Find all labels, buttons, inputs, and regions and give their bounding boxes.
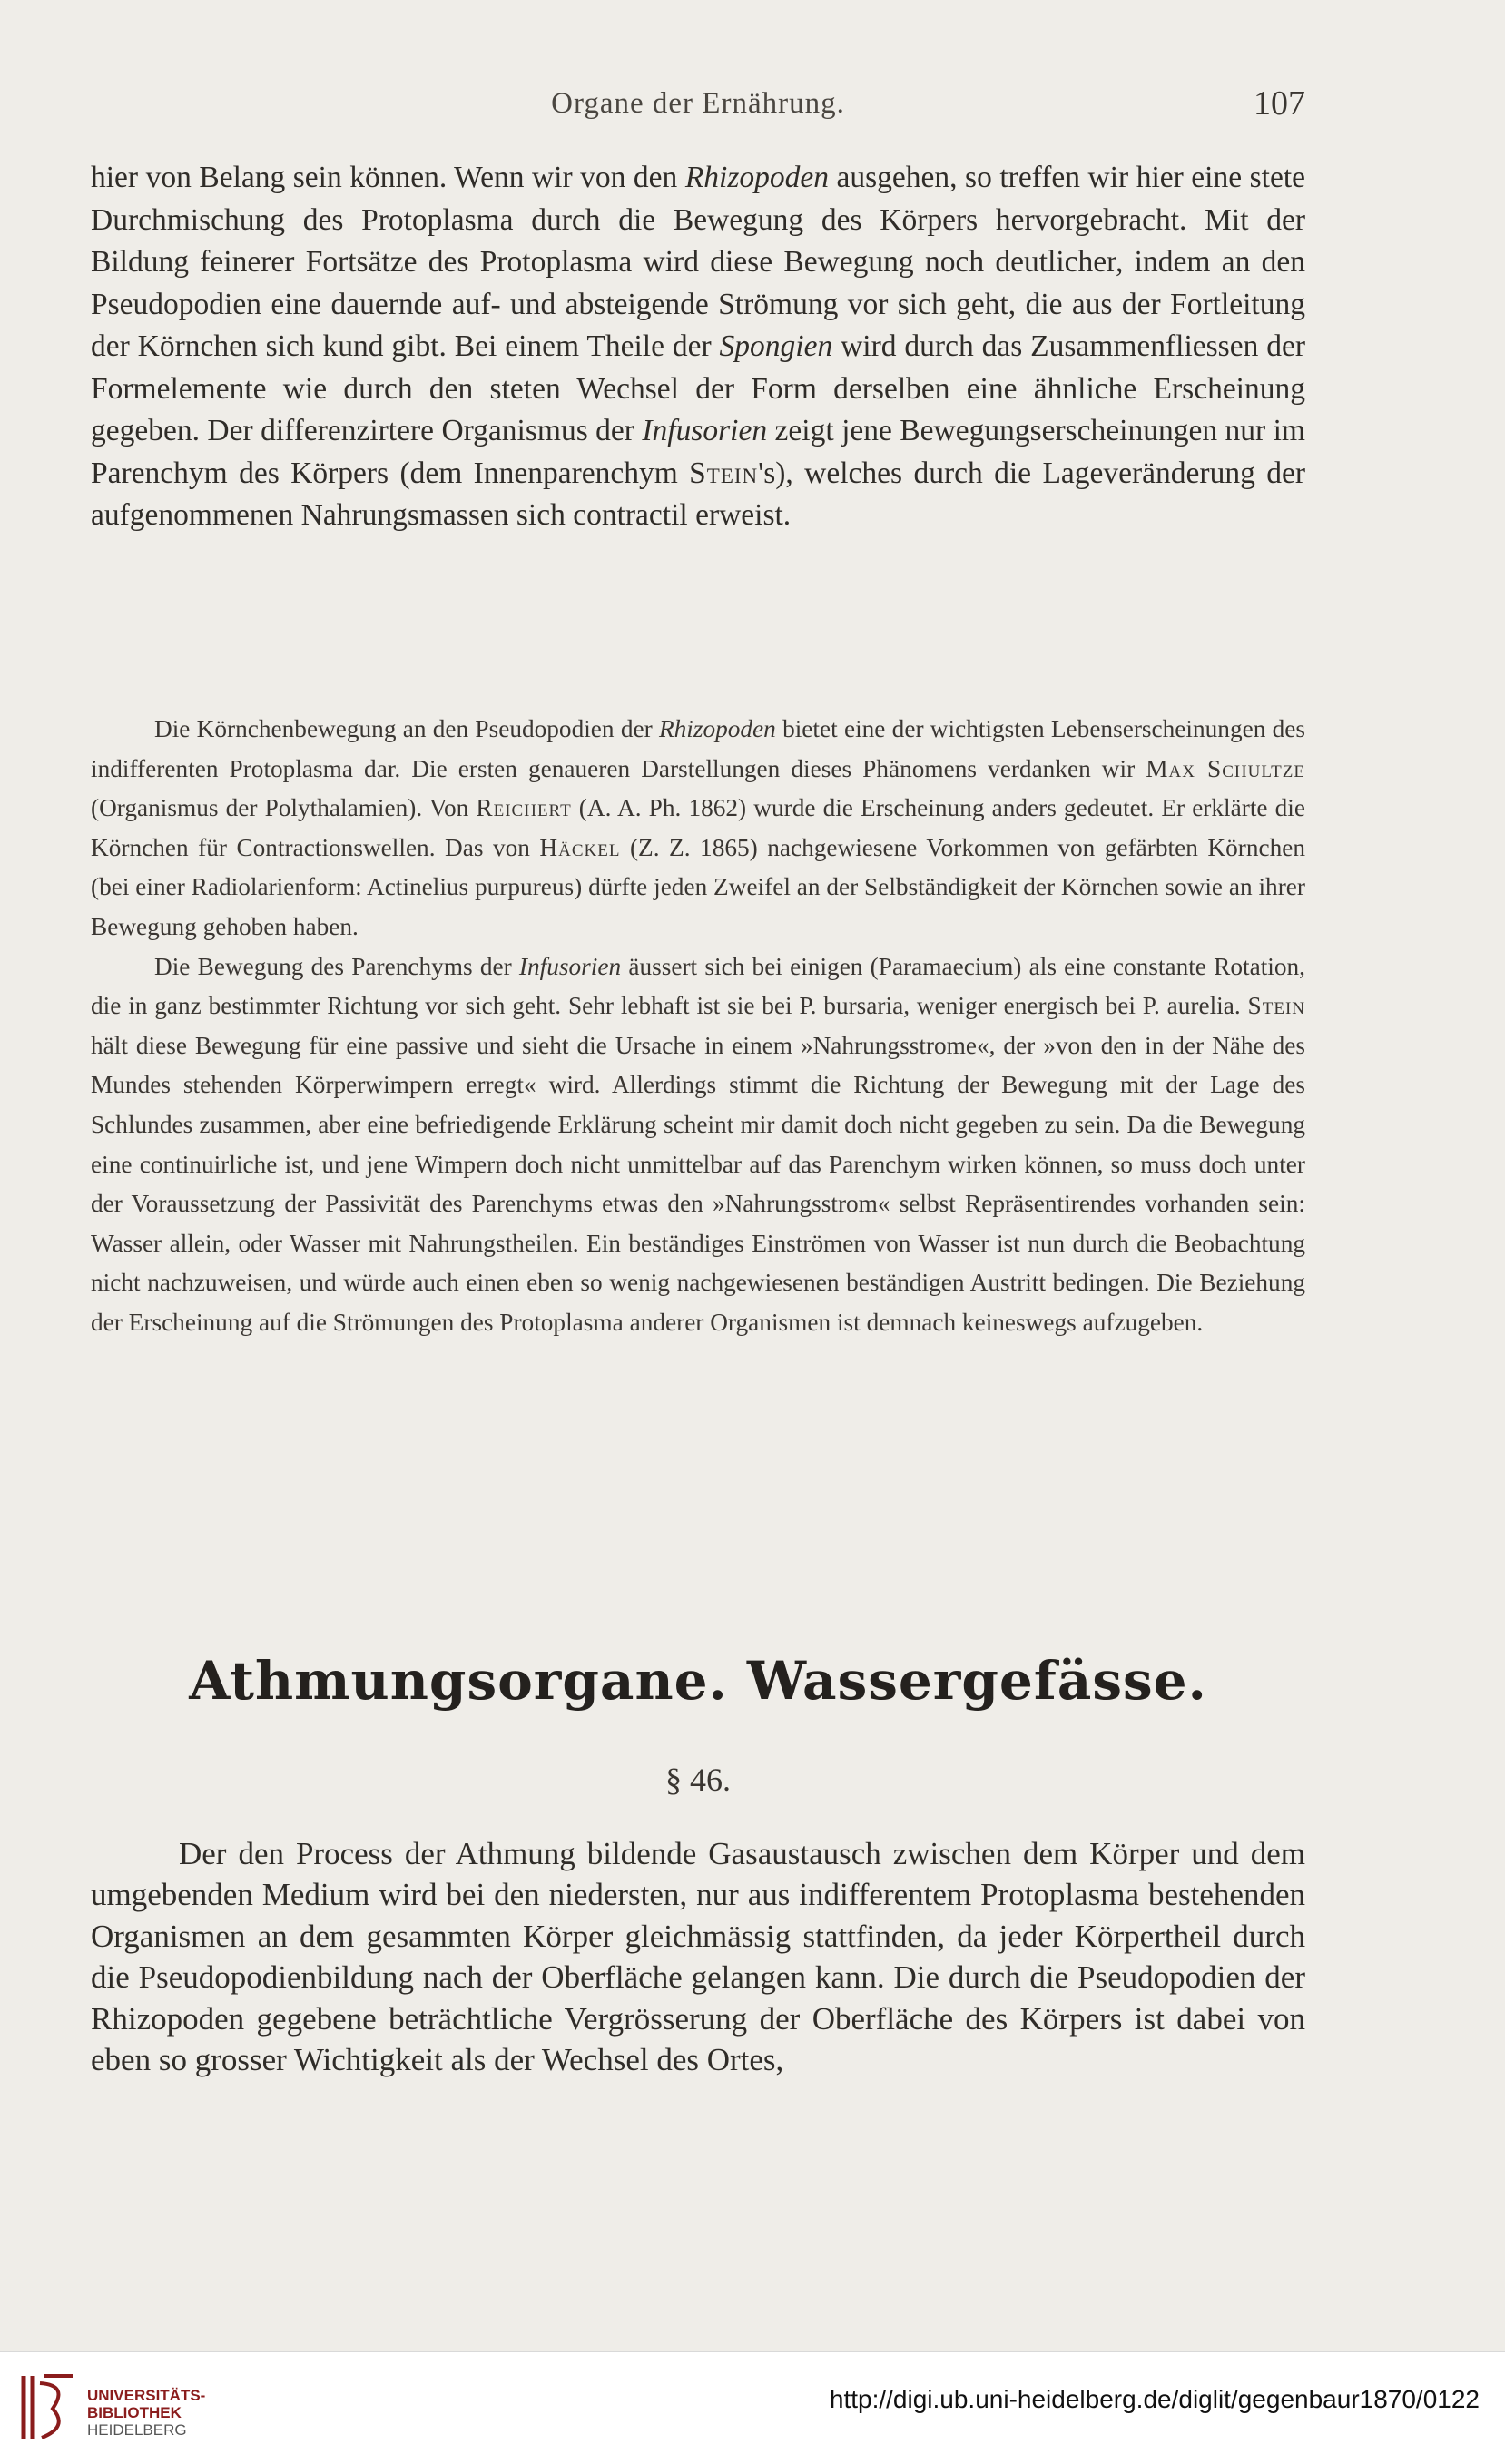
- library-line: HEIDELBERG: [87, 2421, 187, 2439]
- section-paragraph: [91, 1833, 1305, 2080]
- italic-term: Infusorien: [518, 952, 622, 980]
- author-name: Max Schultze: [1146, 754, 1305, 782]
- author-name: Stein: [1247, 992, 1305, 1020]
- running-title: Organe der Ernährung.: [551, 87, 845, 120]
- italic-term: Spongien: [719, 329, 833, 363]
- italic-term: Infusorien: [642, 414, 768, 447]
- library-line: UNIVERSITÄTS-: [87, 2387, 206, 2404]
- italic-term: Rhizopoden: [684, 161, 829, 194]
- page-number: 107: [1254, 84, 1305, 123]
- section-number: § 46.: [665, 1762, 731, 1798]
- author-name: Stein: [689, 456, 759, 490]
- note-paragraph: Die Körnchenbewegung an den Pseudopodien der Rhizopoden bietet eine der wichtigsten Lebenserscheinungen des indifferenten Protoplasma dar. Die ersten genaueren Darstellungen dieses Phänomens verdanken wir Max Schultze (Organismus der Polythalamien). Von Reichert (A. A. Ph. 1862) wurde die Erscheinung anders gedeutet. Er erklärte die Körnchen für Contractionswellen. Das von Häckel (Z. Z. 1865) nachgewiesene Vorkommen von gefärbten Körnchen (bei einer Radiolarienform: Actinelius purpureus) dürfte jeden Zweifel an der Selbständigkeit der Körnchen sowie an ihrer Bewegung gehoben haben.: [91, 715, 1306, 940]
- ub-heidelberg-logo-icon[interactable]: [16, 2372, 80, 2443]
- permalink-url[interactable]: http://digi.ub.uni-heidelberg.de/diglit/gegenbaur1870/0122: [829, 2385, 1480, 2413]
- author-name: Häckel: [539, 833, 621, 861]
- main-text: [91, 157, 1305, 537]
- section-text: Der den Process der Athmung bildende Gasaustausch zwischen dem Körper und dem umgebenden Medium wird bei den niedersten, nur aus indifferentem Protoplasma bestehenden Organismen an dem gesammten Körper gleichmässig stattfinden, da jeder Körpertheil durch die Pseudopodienbildung nach der Oberfläche gelangen kann. Die durch die Pseudopodien der Rhizopoden gegebene beträchtliche Vergrösserung der Oberfläche des Körpers ist dabei von eben so grosser Wichtigkeit als der Wechsel des Ortes,: [91, 1836, 1305, 2078]
- library-line: BIBLIOTHEK: [87, 2404, 182, 2421]
- author-name: Reichert: [476, 794, 572, 822]
- italic-term: Rhizopoden: [658, 715, 776, 742]
- page-header: [91, 84, 1305, 133]
- body-paragraph: hier von Belang sein können. Wenn wir von den Rhizopoden ausgehen, so treffen wir hier eine stete Durchmischung des Protoplasma durch die Bewegung des Körpers hervorgebracht. Mit der Bildung feinerer Fortsätze des Protoplasma wird diese Bewegung noch deutlicher, indem an den Pseudopodien eine dauernde auf- und absteigende Strömung vor sich geht, die aus der Fortleitung der Körnchen sich kund gibt. Bei einem Theile der Spongien wird durch das Zusammenfliessen der Formelemente wie durch den steten Wechsel der Form derselben eine ähnliche Erscheinung gegeben. Der differenzirtere Organismus der Infusorien zeigt jene Bewegungserscheinungen nur im Parenchym des Körpers (dem Innenparenchym Stein's), welches durch die Lageveränderung der aufgenommenen Nahrungsmassen sich contractil erweist.: [91, 161, 1306, 532]
- viewer-footer: [0, 2351, 1505, 2464]
- section-title: Athmungsorgane. Wassergefässe.: [189, 1650, 1207, 1712]
- note-paragraph: Die Bewegung des Parenchyms der Infusorien äussert sich bei einigen (Paramaecium) als eine constante Rotation, die in ganz bestimmter Richtung vor sich geht. Sehr lebhaft ist sie bei P. bursaria, weniger energisch bei P. aurelia. Stein hält diese Bewegung für eine passive und sieht die Ursache in einem »Nahrungsstrome«, der »von den in der Nähe des Mundes stehenden Körperwimpern erregt« wird. Allerdings stimmt die Richtung der Bewegung mit der Lage des Schlundes zusammen, aber eine befriedigende Erklärung scheint mir damit doch nicht gegeben zu sein. Da die Bewegung eine continuirliche ist, und jene Wimpern doch nicht unmittelbar auf das Parenchym wirken können, so muss doch unter der Voraussetzung der Passivität des Parenchyms etwas den »Nahrungsstrom« selbst Repräsentirendes vorhanden sein: Wasser allein, oder Wasser mit Nahrungstheilen. Ein beständiges Einströmen von Wasser ist nun durch die Beobachtung nicht nachzuweisen, und würde auch einen eben so wenig nachgewiesenen beständigen Austritt bedingen. Die Beziehung der Erscheinung auf die Strömungen des Protoplasma anderer Organismen ist demnach keineswegs aufzugeben.: [91, 952, 1305, 1336]
- footnotes: [91, 710, 1305, 1343]
- library-name: [87, 2387, 205, 2439]
